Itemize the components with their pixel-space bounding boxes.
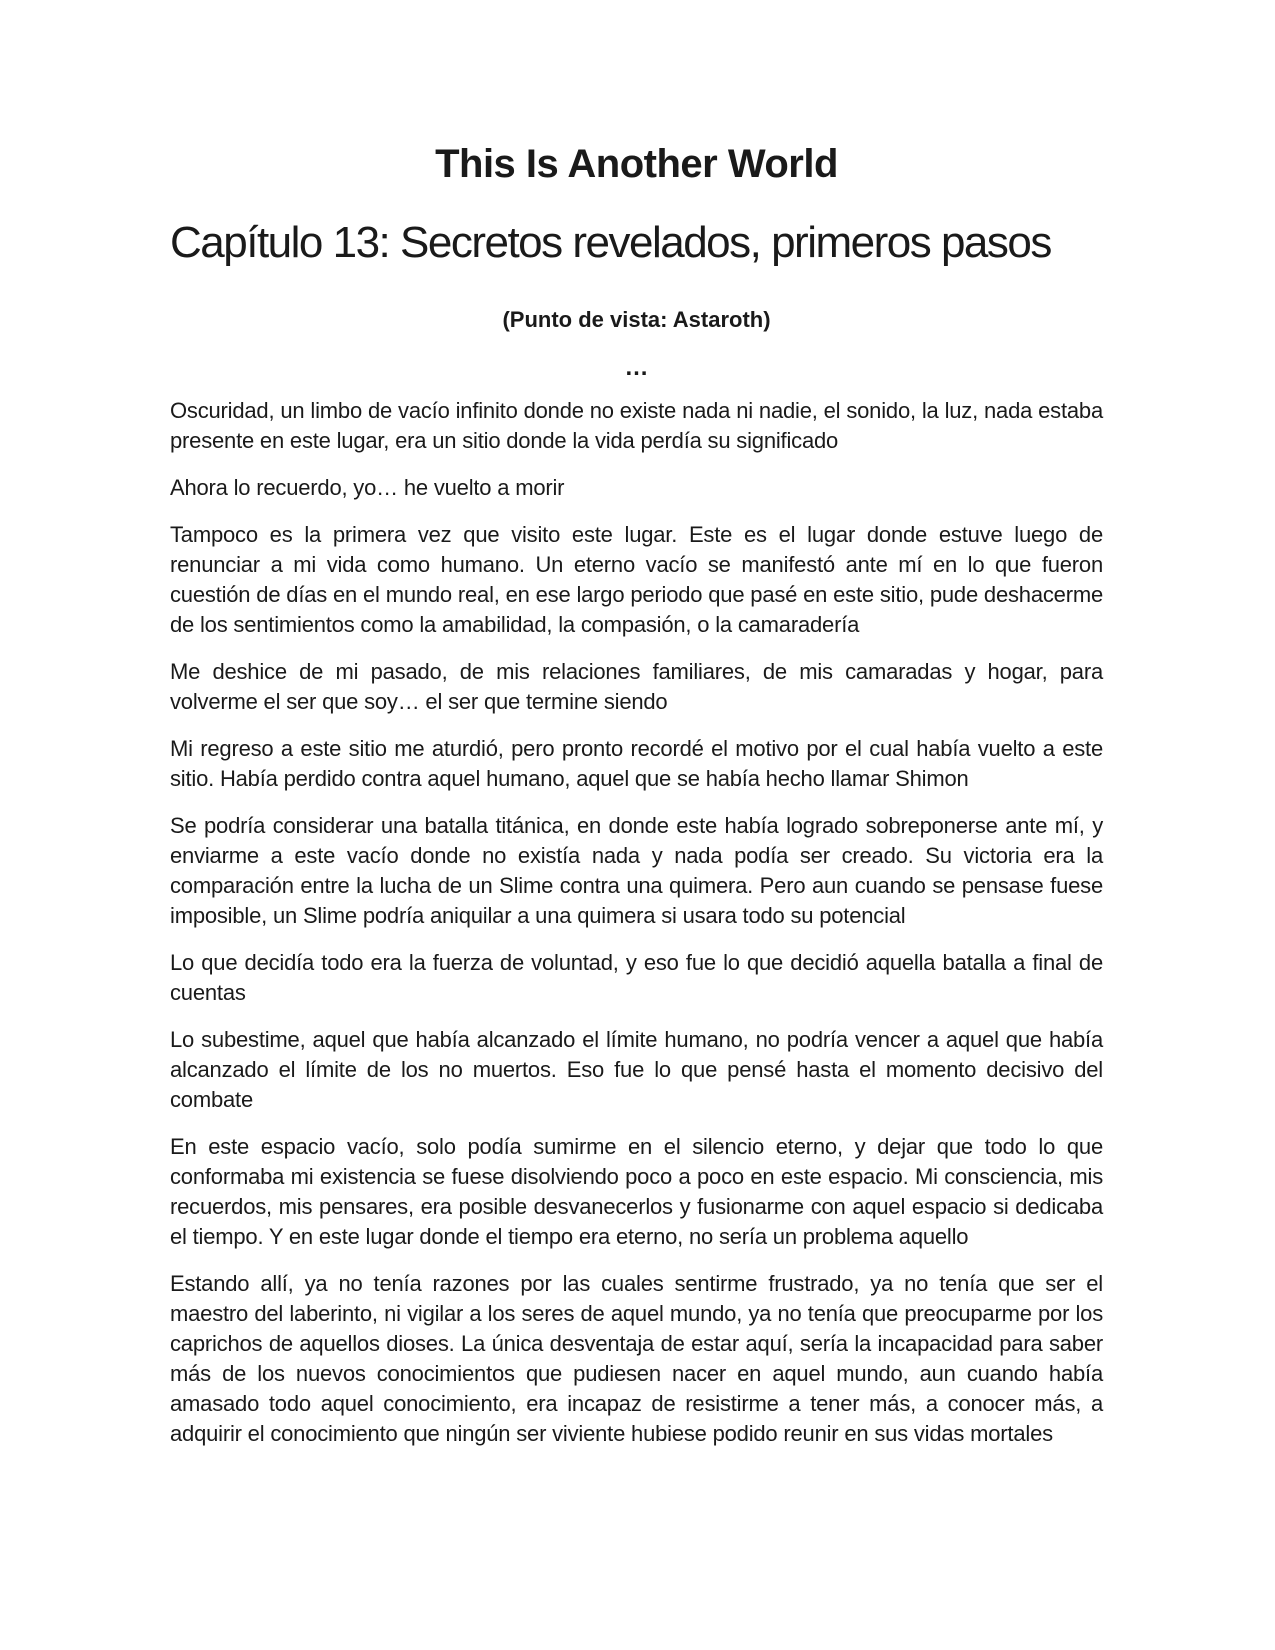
paragraph: Mi regreso a este sitio me aturdió, pero pronto recordé el motivo por el cual había vuelto a este sitio. Había perdido contra aquel humano, aquel que se había hecho llamar Shimon xyxy=(170,736,1103,791)
paragraph: Me deshice de mi pasado, de mis relaciones familiares, de mis camaradas y hogar, para volverme el ser que soy… el ser que termine siendo xyxy=(170,659,1103,714)
paragraph: En este espacio vacío, solo podía sumirme en el silencio eterno, y dejar que todo lo que conformaba mi existencia se fuese disolviendo poco a poco en este espacio. Mi consciencia, mis recuerdos, mis pensares, era posible desvanecerlos y fusionarme con aquel espacio si dedicaba el tiempo. Y en este lugar donde el tiempo era eterno, no sería un problema aquello xyxy=(170,1134,1103,1249)
paragraph: Oscuridad, un limbo de vacío infinito donde no existe nada ni nadie, el sonido, la luz, nada estaba presente en este lugar, era un sitio donde la vida perdía su significado xyxy=(170,398,1103,453)
document-title: This Is Another World xyxy=(435,142,838,186)
paragraph: Estando allí, ya no tenía razones por las cuales sentirme frustrado, ya no tenía que ser el maestro del laberinto, ni vigilar a los seres de aquel mundo, ya no tenía que preocuparme por los caprichos de aquellos dioses. La única desventaja de estar aquí, sería la incapacidad para saber más de los nuevos conocimientos que pudiesen nacer en aquel mundo, aun cuando había amasado todo aquel conocimiento, era incapaz de resistirme a tener más, a conocer más, a adquirir el conocimiento que ningún ser viviente hubiese podido reunir en sus vidas mortales xyxy=(170,1271,1103,1446)
ellipsis-divider: … xyxy=(624,354,649,381)
paragraph: Tampoco es la primera vez que visito este lugar. Este es el lugar donde estuve luego de renunciar a mi vida como humano. Un eterno vacío se manifestó ante mí en lo que fueron cuestión de días en el mundo real, en ese largo periodo que pasé en este sitio, pude deshacerme de los sentimientos como la amabilidad, la compasión, o la camaradería xyxy=(170,522,1103,637)
paragraph: Lo que decidía todo era la fuerza de voluntad, y eso fue lo que decidió aquella batalla a final de cuentas xyxy=(170,950,1103,1005)
paragraph: Se podría considerar una batalla titánica, en donde este había logrado sobreponerse ante mí, y enviarme a este vacío donde no existía nada y nada podía ser creado. Su victoria era la comparación entre la lucha de un Slime contra una quimera. Pero aun cuando se pensase fuese imposible, un Slime podría aniquilar a una quimera si usara todo su potencial xyxy=(170,813,1103,928)
paragraph: Lo subestime, aquel que había alcanzado el límite humano, no podría vencer a aquel que había alcanzado el límite de los no muertos. Eso fue lo que pensé hasta el momento decisivo del combate xyxy=(170,1027,1103,1112)
pov-line: (Punto de vista: Astaroth) xyxy=(502,307,771,332)
chapter-heading: Capítulo 13: Secretos revelados, primeros pasos xyxy=(170,218,1051,267)
paragraph: Ahora lo recuerdo, yo… he vuelto a morir xyxy=(170,475,565,500)
chapter-body xyxy=(170,396,1103,1449)
